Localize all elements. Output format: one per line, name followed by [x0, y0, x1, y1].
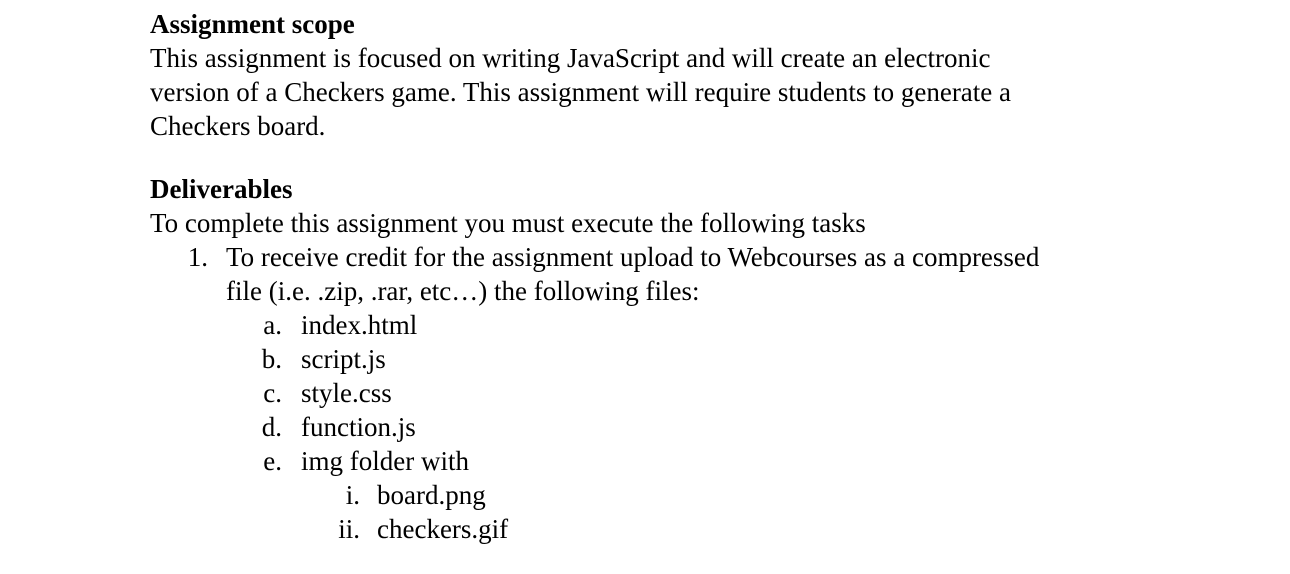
document-page	[150, 7, 1270, 546]
section-spacer	[150, 143, 1270, 172]
task-text-line-1: To receive credit for the assignment upload to Webcourses as a compressed	[226, 242, 1040, 272]
file-marker: d.	[261, 412, 282, 442]
file-name: script.js	[301, 344, 386, 374]
task-marker: 1.	[187, 242, 208, 272]
file-item-style	[150, 376, 1270, 410]
file-marker: b.	[261, 344, 282, 374]
file-item-index	[150, 308, 1270, 342]
deliverables-intro: To complete this assignment you must execute the following tasks	[150, 208, 866, 238]
img-file-board	[150, 478, 1270, 512]
task-text-line-2: file (i.e. .zip, .rar, etc…) the following files:	[226, 276, 700, 306]
file-marker: e.	[263, 446, 282, 476]
file-name: img folder with	[301, 446, 469, 476]
scope-line-2: version of a Checkers game. This assignment will require students to generate a	[150, 77, 1012, 107]
file-marker: a.	[263, 310, 282, 340]
task-item-1	[150, 240, 1270, 274]
img-file-name: checkers.gif	[377, 514, 509, 544]
scope-heading: Assignment scope	[150, 9, 355, 39]
file-item-function	[150, 410, 1270, 444]
deliverables-heading: Deliverables	[150, 174, 293, 204]
img-file-marker: ii.	[338, 514, 360, 544]
file-marker: c.	[263, 378, 282, 408]
img-file-name: board.png	[377, 480, 486, 510]
file-item-img-folder	[150, 444, 1270, 478]
img-file-marker: i.	[345, 480, 360, 510]
scope-line-1: This assignment is focused on writing JavaScript and will create an electronic	[150, 43, 991, 73]
file-name: style.css	[301, 378, 392, 408]
file-item-script	[150, 342, 1270, 376]
img-file-checkers	[150, 512, 1270, 546]
scope-line-3: Checkers board.	[150, 111, 326, 141]
file-name: index.html	[301, 310, 418, 340]
file-name: function.js	[301, 412, 416, 442]
